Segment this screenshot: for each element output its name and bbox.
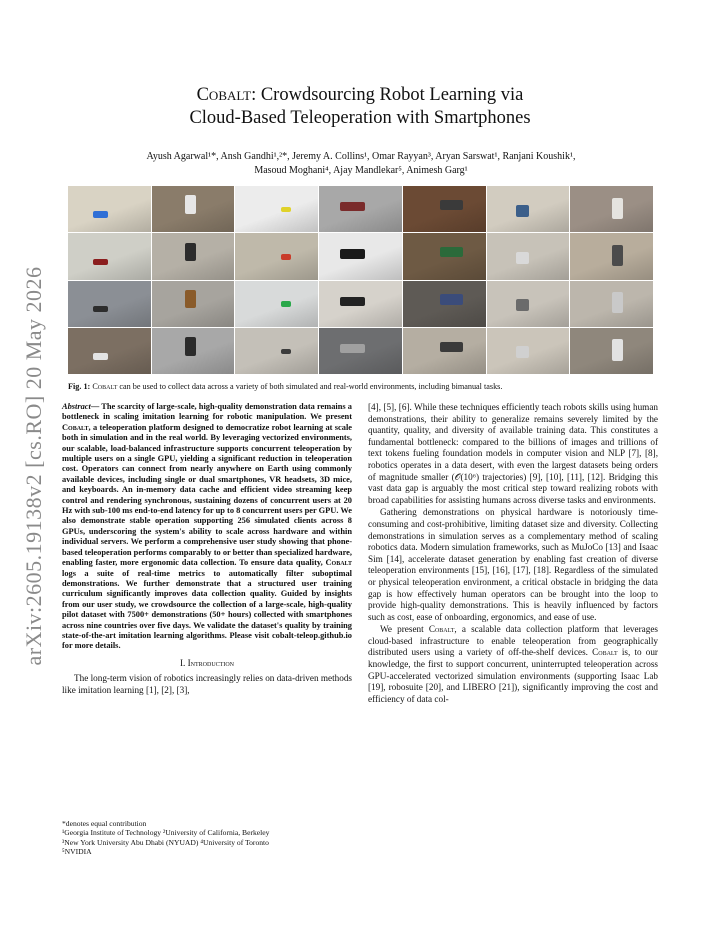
tile-object [281, 207, 291, 213]
tile-object [185, 290, 197, 309]
tile-object [340, 249, 365, 258]
tile-object [440, 342, 463, 352]
tile-object [340, 297, 365, 306]
tile-object [185, 195, 197, 214]
figure-tile [487, 186, 570, 232]
figure-tile [487, 328, 570, 374]
footnote-affiliations-1: ¹Georgia Institute of Technology ²University of California, Berkeley [62, 828, 270, 838]
para3-text-3: is, to our knowledge, the first to support concurrent, uninterrupted teleoperation across GPU-accelerated vectorized simulation environments (supporting Isaac Lab [19], robosuite [20], and LIBERO [21]), significantly improving the cost and efficiency of data col- [368, 647, 658, 704]
abstract-text-1: — The scarcity of large-scale, high-quality demonstration data remains a bottleneck in scaling imitation learning for robotic manipulation. We present [62, 402, 352, 422]
tile-object [93, 353, 108, 359]
tile-object [612, 339, 624, 360]
tile-object [516, 346, 529, 358]
para3-text-1: We present [380, 624, 429, 635]
tile-object [340, 202, 365, 211]
tile-object [93, 306, 108, 312]
para3-system-name-2: Cobalt [592, 647, 618, 658]
figure-label: Fig. 1: [68, 382, 91, 391]
tile-object [281, 349, 291, 355]
authors-line-1: Ayush Agarwal¹*, Ansh Gandhi¹,²*, Jeremy A. Collins¹, Omar Rayyan³, Aryan Sarswat¹, Ranjani Koushik¹, [146, 151, 576, 162]
figure-1-caption [68, 382, 668, 391]
intro-paragraph-1: The long-term vision of robotics increasingly relies on data-driven methods like imitation learning [1], [2], [3], [62, 673, 352, 695]
caption-text: can be used to collect data across a variety of both simulated and real-world environments, including bimanual tasks. [117, 382, 503, 391]
figure-tile [570, 233, 653, 279]
figure-tile [570, 186, 653, 232]
section-heading [62, 658, 352, 670]
tile-object [612, 245, 624, 266]
title-line-1 [100, 84, 620, 107]
figure-tile [152, 328, 235, 374]
figure-tile [68, 233, 151, 279]
figure-tile [403, 233, 486, 279]
figure-tile [487, 233, 570, 279]
paper-title [100, 84, 620, 130]
figure-tile [403, 328, 486, 374]
abstract-text-2: , a teleoperation platform designed to democratize robot learning at scale both in simulation and in the real world. By leveraging vectorized environments, our scalable, load-balanced infrastructure supports concurrent teleoperation by multiple users on a single GPU, yielding a significant reduction in teleoperation cost. Operators can connect from nearly anywhere on Earth using commonly available devices, including single or dual smartphones, VR headsets, 3D mice, and keyboards. An in-memory data cache and efficient video streaming keep control and rendering synchronous, sustaining dozens of concurrent users at 20 Hz with sub-100 ms end-to-end latency for up to 8 concurrent users per GPU. We also demonstrate stable operation supporting 256 simulated clients across 8 GPUs, underscoring the system's ability to scale across hardware and within individual servers. We perform a comprehensive user study showing that phone-based teleoperation performs comparably to or better than specialized hardware, enabling faster, more ergonomic data collection. To ensure data quality, [62, 422, 352, 568]
figure-1-image-grid [68, 186, 653, 374]
tile-object [440, 200, 463, 210]
right-column [368, 402, 658, 705]
tile-object [612, 198, 624, 219]
tile-object [93, 259, 108, 265]
figure-tile [152, 186, 235, 232]
abstract-text-3: logs a suite of real-time metrics to automatically filter suboptimal demonstrations. We further demonstrate that a structured user training curriculum significantly improves data collection quality. Guided by insights from our user study, we crowdsource the collection of a large-scale, high-quality pilot dataset with 7500+ demonstrations (50+ hours) collected with smartphones across nine countries over five days. We validate the dataset's quality by training state-of-the-art imitation learning algorithms. Please visit cobalt-teleop.github.io for more details. [62, 568, 352, 651]
abstract-label: Abstract [62, 402, 91, 411]
title-line-2: Cloud-Based Teleoperation with Smartphones [189, 108, 531, 128]
authors-line-2: Masoud Moghani⁴, Ajay Mandlekar⁵, Animesh Garg¹ [254, 165, 468, 176]
tile-object [516, 252, 529, 264]
arxiv-id: arXiv:2605.19138v2 [cs.RO] 20 May 2026 [21, 265, 46, 666]
figure-tile [152, 281, 235, 327]
tile-object [516, 299, 529, 311]
tile-object [185, 243, 197, 262]
figure-tile [319, 328, 402, 374]
footnote-affiliations-3: ⁵NVIDIA [62, 847, 92, 857]
tile-object [281, 301, 291, 307]
figure-tile [319, 186, 402, 232]
title-line-1-rest: : Crowdsourcing Robot Learning via [251, 85, 524, 105]
abstract-system-name-1: Cobalt [62, 422, 89, 432]
figure-tile [68, 281, 151, 327]
intro-paragraph-3 [368, 624, 658, 705]
tile-object [440, 247, 463, 257]
tile-object [281, 254, 291, 260]
footnotes [62, 819, 352, 857]
tile-object [516, 205, 529, 217]
title-system-name: Cobalt [196, 85, 252, 105]
figure-tile [570, 328, 653, 374]
figure-tile [487, 281, 570, 327]
tile-object [440, 294, 463, 304]
tile-object [93, 211, 108, 217]
figure-tile [403, 186, 486, 232]
figure-tile [235, 328, 318, 374]
figure-tile [570, 281, 653, 327]
figure-tile [68, 186, 151, 232]
para3-system-name-1: Cobalt [428, 624, 455, 635]
abstract [62, 402, 352, 652]
figure-tile [152, 233, 235, 279]
figure-tile [235, 233, 318, 279]
tile-object [185, 337, 197, 356]
figure-tile [235, 281, 318, 327]
abstract-system-name-2: Cobalt [325, 558, 352, 568]
figure-tile [403, 281, 486, 327]
left-column [62, 402, 352, 697]
figure-tile [235, 186, 318, 232]
intro-paragraph-1-continued: [4], [5], [6]. While these techniques efficiently teach robots skills using human demonstrations, their ability to generalize remains severely limited by the quantity, quality, and diversity of available training data. This constitutes a fundamental bottleneck: compared to the billions of images and trillions of text tokens fueling foundation models in computer vision and NLP [7], [8], robotics operates in a data desert, with even the largest datasets being orders of magnitude smaller (𝒪(10⁶) trajectories) [9], [10], [11], [12]. Bridging this vast data gap is arguably the most critical step toward realizing robots with broad capabilities for assisting humans across diverse tasks and environments. [368, 402, 658, 505]
arxiv-watermark [16, 253, 52, 678]
section-number: I. [179, 657, 188, 668]
caption-system-name: Cobalt [92, 382, 118, 391]
figure-tile [319, 233, 402, 279]
author-list [62, 150, 660, 178]
intro-paragraph-2: Gathering demonstrations on physical hardware is notoriously time-consuming and cost-prohibitive, limiting dataset size and diversity. Collecting demonstrations in simulation serves as a complementary method of scaling robotics data. Modern simulation frameworks, such as MuJoCo [13] and Isaac Sim [14], accelerate dataset generation by enabling fast creation of diverse teleoperation environments [15], [16], [17], [18]. Regardless of the simulated or physical teleoperation environment, a critical obstacle in bridging the data gap is how effectively human operators can be brought into the loop to provide high-quality demonstrations. This is heavily influenced by factors such as cost, ease of onboarding, ergonomics, and ease of use. [368, 507, 658, 622]
footnote-affiliations-2: ³New York University Abu Dhabi (NYUAD) ⁴University of Toronto [62, 837, 269, 847]
footnote-equal-contribution: *denotes equal contribution [62, 819, 147, 828]
figure-tile [319, 281, 402, 327]
tile-object [340, 344, 365, 353]
section-title: Introduction [187, 657, 235, 668]
para3-text-2: , a scalable data collection platform that leverages cloud-based infrastructure to enable teleoperation from geographically distributed users using a variety of off-the-shelf devices. [368, 624, 658, 658]
tile-object [612, 292, 624, 313]
figure-tile [68, 328, 151, 374]
